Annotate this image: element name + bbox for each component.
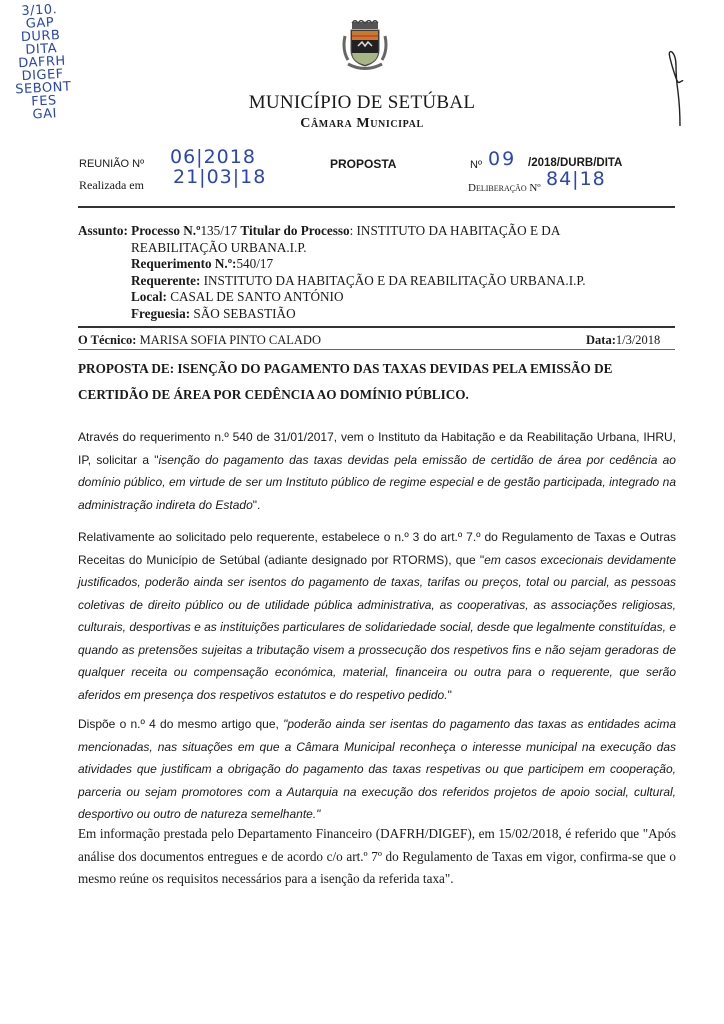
routing-line: DIGEF bbox=[21, 66, 65, 85]
paragraph-text: " bbox=[447, 687, 452, 702]
routing-line: GAP bbox=[25, 15, 55, 32]
numero-value: 09 bbox=[488, 148, 517, 170]
reuniao-label: REUNIÃO Nº bbox=[79, 158, 145, 170]
paragraph bbox=[78, 526, 676, 706]
titular-value: INSTITUTO DA HABITAÇÃO E DA bbox=[356, 223, 561, 238]
processo-label: Processo N.º bbox=[131, 223, 201, 238]
requerimento-label: Requerimento N.º: bbox=[131, 256, 237, 271]
titular-value-cont: REABILITAÇÃO URBANA.I.P. bbox=[131, 239, 307, 255]
paragraph bbox=[78, 713, 676, 826]
proposal-heading-line: CERTIDÃO DE ÁREA POR CEDÊNCIA AO DOMÍNIO PÚBLICO. bbox=[78, 387, 469, 402]
realizada-value: 21|03|18 bbox=[173, 166, 267, 188]
proposal-heading-line: PROPOSTA DE: ISENÇÃO DO PAGAMENTO DAS TAXAS DEVIDAS PELA EMISSÃO DE bbox=[78, 361, 613, 376]
divider bbox=[78, 326, 675, 328]
requerente-label: Requerente: bbox=[131, 272, 201, 288]
proposta-label: PROPOSTA bbox=[330, 157, 397, 171]
paragraph-text: Dispõe o n.º 4 do mesmo artigo que, bbox=[78, 717, 284, 731]
routing-line: DURB bbox=[20, 28, 61, 46]
requerente-value: INSTITUTO DA HABITAÇÃO E DA REABILITAÇÃO URBANA.I.P. bbox=[203, 272, 586, 288]
processo-value: 135/17 bbox=[200, 223, 238, 238]
quoted-text: isenção do pagamento das taxas devidas pela emissão de certidão de área por cedência ao domínio público, em virtude de ser um Instituto público de regime especial e de gestão participada, integrado na administração indireta do Estado bbox=[78, 452, 676, 512]
divider bbox=[78, 206, 675, 208]
freguesia-value: SÃO SEBASTIÃO bbox=[193, 305, 296, 321]
quoted-text: em casos excecionais devidamente justificados, poderão ainda ser isentos do pagamento de taxas, tarifas ou preços, total ou parcial, as pessoas coletivas de direito público ou de utilidade pública administrativa, as cooperativas, as associações religiosas, culturais, desportivas e as instituições particulares de solidariedade social, desde que legalmente constituídas, e quando as pretensões sujeitas a tributação visem a prossecução dos respetivos fins e não sejam geradoras de qualquer receita ou compensação económica, material, financeira ou outra para o requerente, que serão aferidos em presença dos respetivos estatutos e do respetivo pedido. bbox=[78, 552, 677, 702]
numero-label: Nº bbox=[470, 159, 482, 171]
tecnico-label: O Técnico: bbox=[78, 333, 137, 347]
paragraph-text: Relativamente ao solicitado pelo requerente, estabelece o n.º 3 do art.º 7.º do Regulamento de Taxas e Outras Receitas do Município de Setúbal (adiante designado por RTORMS), que " bbox=[78, 530, 676, 567]
realizada-label: Realizada em bbox=[79, 178, 144, 192]
routing-line: DAFRH bbox=[17, 53, 67, 72]
tecnico-line bbox=[78, 333, 321, 348]
paragraph-text: Através do requerimento n.º 540 de 31/01/2017, vem o Instituto da Habitação e da Reabilitação Urbana, IHRU, IP, solicitar a " bbox=[78, 430, 676, 467]
signature-mark bbox=[660, 48, 700, 128]
paragraph bbox=[78, 426, 676, 516]
assunto-label: Assunto: bbox=[78, 223, 128, 238]
date-value: 1/3/2018 bbox=[615, 333, 661, 347]
proposal-heading bbox=[78, 356, 678, 408]
requerimento-value: 540/17 bbox=[236, 256, 274, 271]
municipality-title: MUNICÍPIO DE SETÚBAL bbox=[248, 92, 476, 113]
deliberacao-value: 84|18 bbox=[546, 168, 606, 190]
routing-line: GAI bbox=[32, 106, 58, 123]
titular-label: Titular do Processo bbox=[240, 223, 350, 238]
paragraph-text: ". bbox=[252, 497, 261, 512]
reuniao-value: 06|2018 bbox=[170, 146, 256, 168]
date-label: Data: bbox=[586, 333, 616, 347]
local-label: Local: bbox=[131, 289, 167, 304]
paragraph: Em informação prestada pelo Departamento Financeiro (DAFRH/DIGEF), em 15/02/2018, é referido que "Após análise dos documentos entregues e de acordo c/o art.º 7º do Regulamento de Taxas em vigor, confirma-se que o mesmo reúne os requisitos necessários para a isenção da referida taxa". bbox=[78, 826, 676, 886]
routing-line: FES bbox=[30, 93, 58, 110]
routing-line: 3/10. bbox=[20, 2, 58, 19]
coat-of-arms-icon bbox=[340, 20, 390, 72]
quoted-text: "poderão ainda ser isentas do pagamento das taxas as entidades acima mencionadas, nas situações em que a Câmara Municipal reconheça o interesse municipal na execução das atividades que justificam a obrigação do pagamento das taxas respetivas ou que participem em cooperação, parceria ou sejam promotores com a Autarquia na execução dos referidos projetos de apoio social, cultural, desportivo ou outro de natureza semelhante." bbox=[78, 717, 677, 821]
freguesia-label: Freguesia: bbox=[131, 305, 191, 321]
deliberacao-label: Deliberação Nº bbox=[468, 182, 541, 194]
local-value: CASAL DE SANTO ANTÓNIO bbox=[170, 289, 344, 304]
numero-suffix: /2018/DURB/DITA bbox=[528, 157, 623, 169]
routing-line: SEBONT bbox=[14, 79, 72, 98]
chamber-title: Câmara Municipal bbox=[300, 116, 424, 131]
divider bbox=[78, 349, 675, 350]
tecnico-value: MARISA SOFIA PINTO CALADO bbox=[139, 333, 321, 347]
date-line bbox=[586, 333, 660, 348]
routing-line: DITA bbox=[25, 41, 58, 58]
assunto-block: Assunto: Processo N.º135/17 Titular do Processo: INSTITUTO DA HABITAÇÃO E DA REABILITAÇÃO URBANA.I.P. Requerimento N.º:540/17 Requerente: INSTITUTO DA HABITAÇÃO E DA REABILITAÇÃO URBANA.I.P. Local: CASAL DE SANTO ANTÓNIO Freguesia: SÃO SEBASTIÃO bbox=[78, 223, 586, 321]
